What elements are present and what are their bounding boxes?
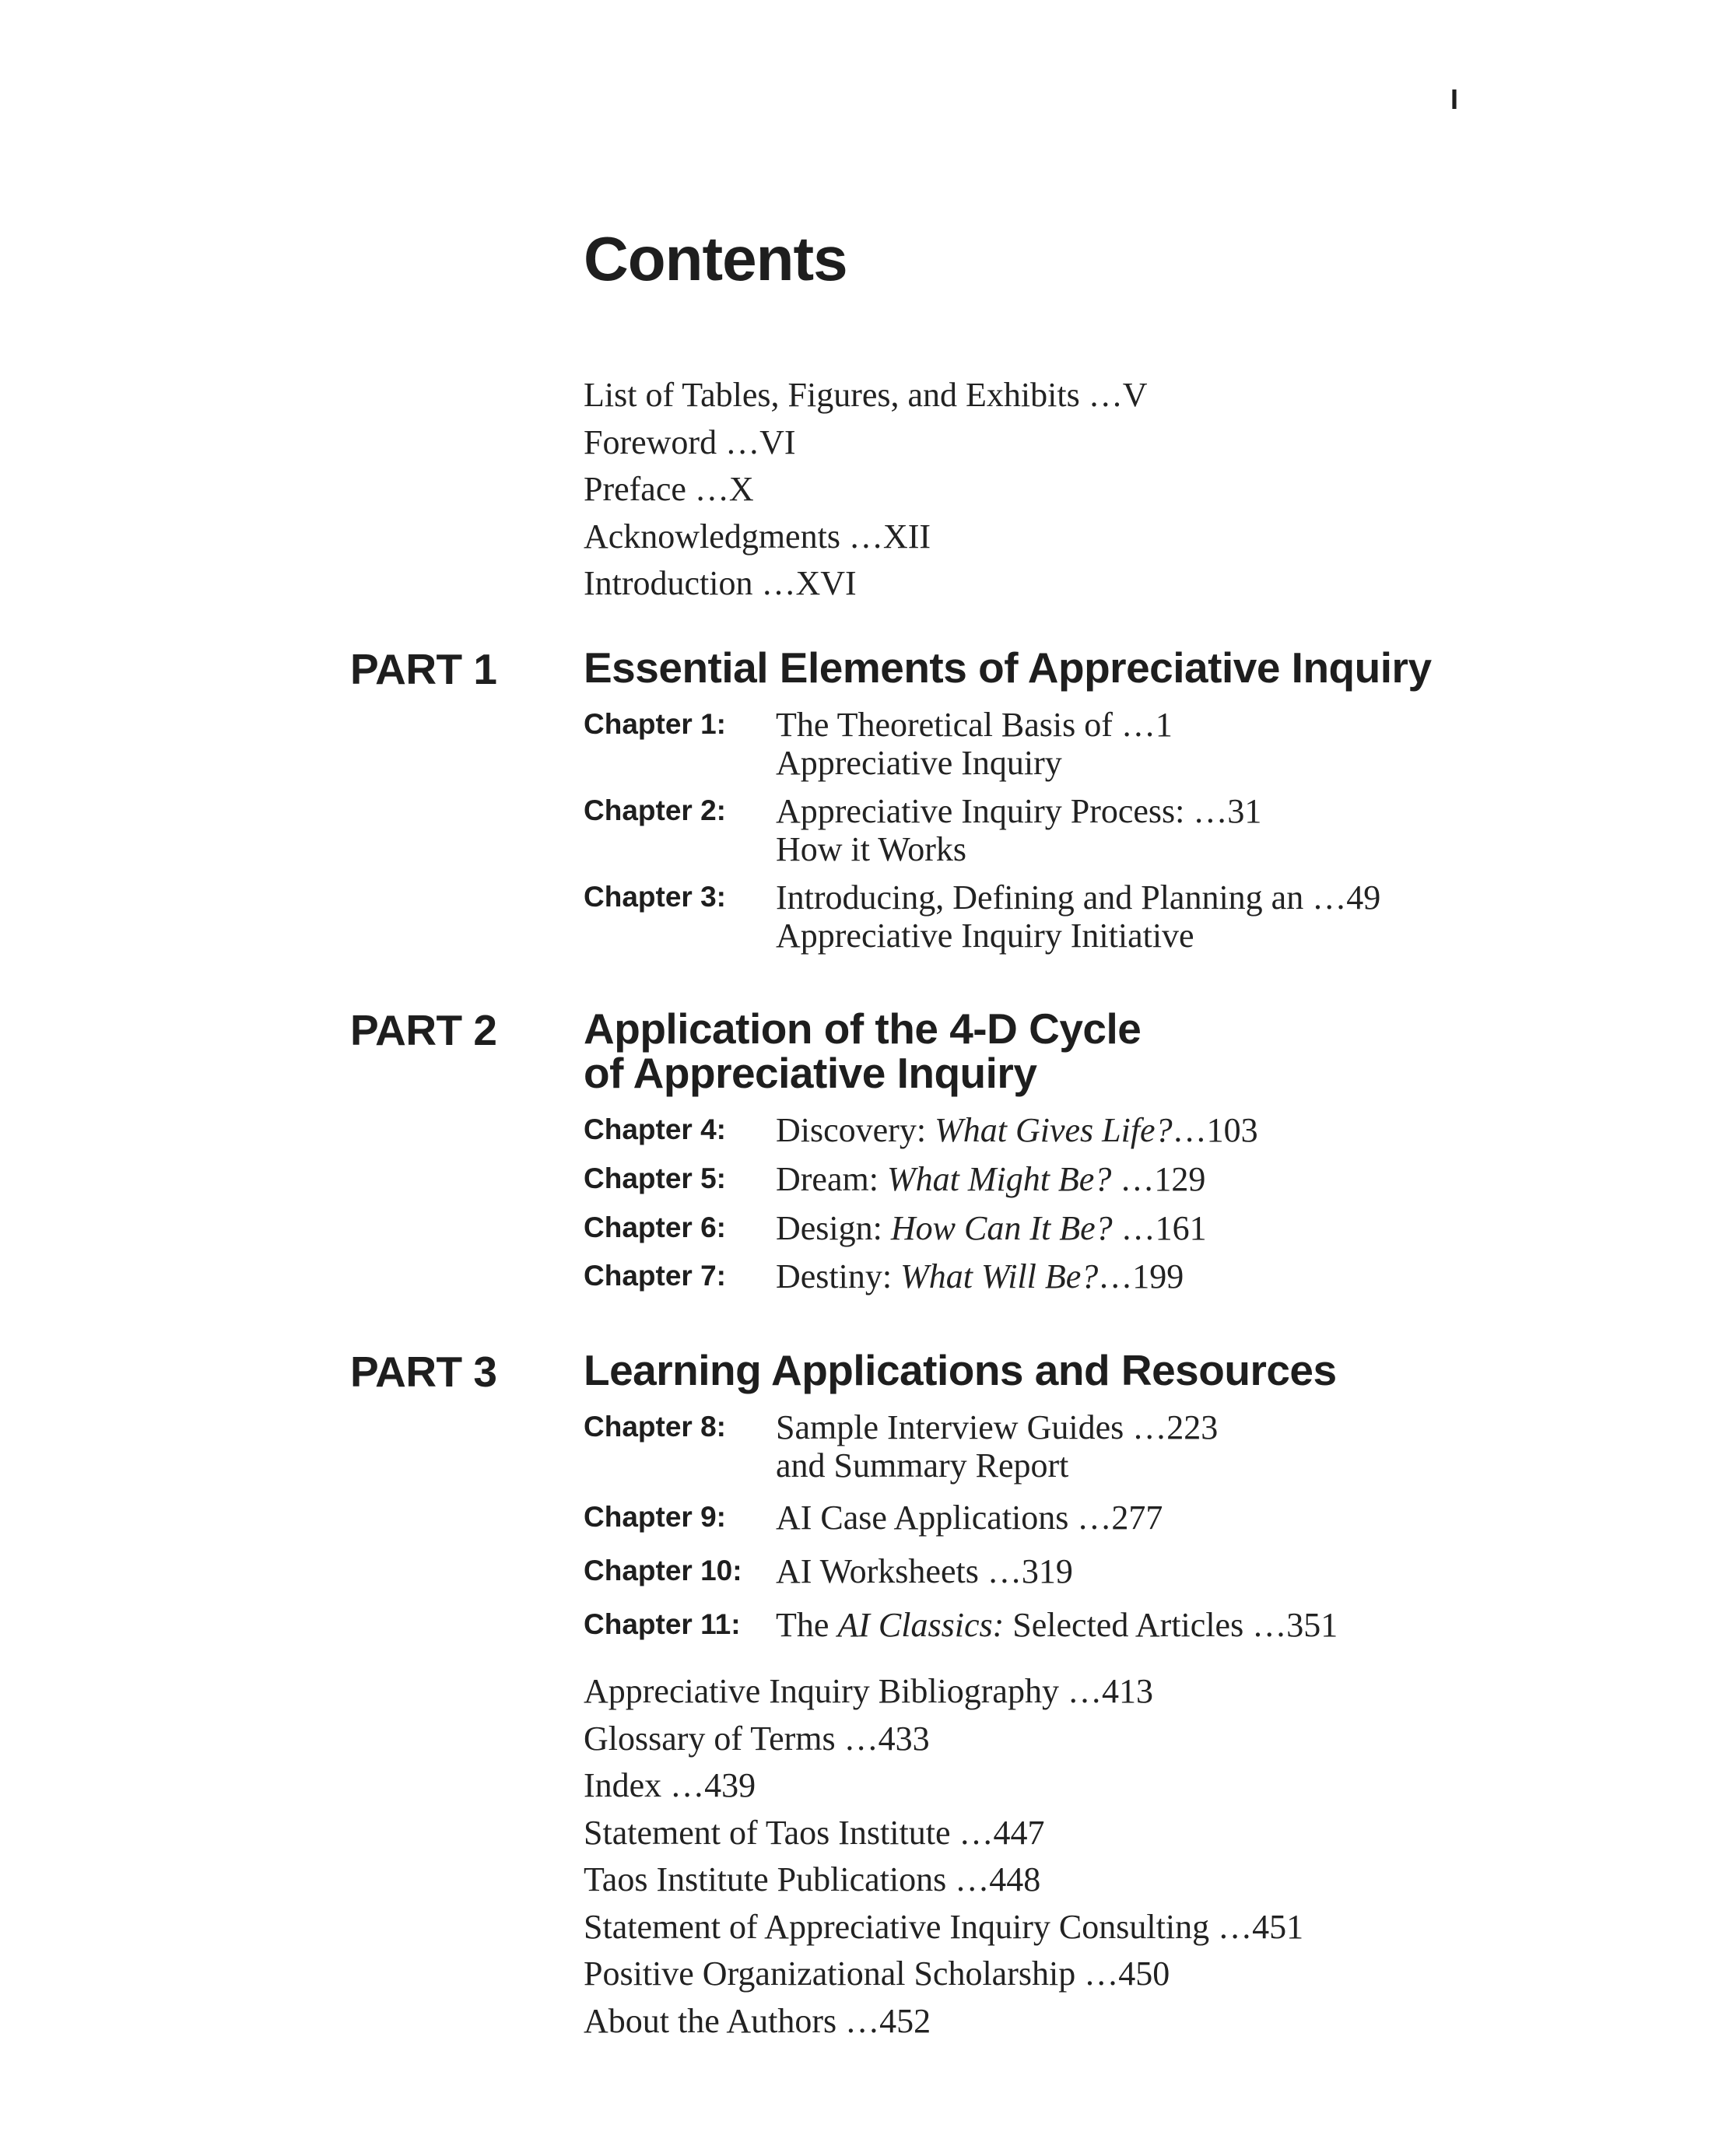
- chapter-label: Chapter 10:: [584, 1555, 742, 1586]
- chapter-title: [776, 706, 1173, 782]
- chapter-title-line: Appreciative Inquiry Initiative: [776, 917, 1194, 955]
- part-3-label: PART 3: [350, 1348, 497, 1396]
- part-2-title: [584, 1004, 1142, 1097]
- front-matter-item: Foreword …VI: [584, 422, 796, 461]
- chapter-subtitle: What Gives Life?: [935, 1111, 1173, 1149]
- part-title-line: Application of the 4-D Cycle: [584, 1004, 1142, 1053]
- chapter-label: Chapter 9:: [584, 1501, 726, 1533]
- chapter-label: Chapter 11:: [584, 1608, 741, 1640]
- front-matter-item: Acknowledgments …XII: [584, 517, 931, 556]
- chapter-label: Chapter 3:: [584, 881, 726, 913]
- back-matter-item: Index …439: [584, 1766, 756, 1804]
- part-3-title: [584, 1348, 1337, 1393]
- chapter-label: Chapter 7:: [584, 1260, 726, 1292]
- part-1-label: PART 1: [350, 645, 497, 693]
- part-title-line: Learning Applications and Resources: [584, 1346, 1337, 1394]
- chapter-label: Chapter 5:: [584, 1162, 726, 1194]
- back-matter-item: Statement of Taos Institute …447: [584, 1813, 1045, 1852]
- chapter-title: AI Worksheets …319: [776, 1552, 1073, 1590]
- chapter-subtitle: How Can It Be?: [890, 1209, 1113, 1247]
- part-title-line: Essential Elements of Appreciative Inquiry: [584, 643, 1432, 692]
- part-title-line: of Appreciative Inquiry: [584, 1049, 1037, 1097]
- chapter-title: Discovery: What Gives Life?…103: [776, 1111, 1258, 1149]
- back-matter-item: Appreciative Inquiry Bibliography …413: [584, 1672, 1153, 1710]
- chapter-label: Chapter 6:: [584, 1211, 726, 1243]
- chapter-title: [776, 878, 1380, 955]
- chapter-title: AI Case Applications …277: [776, 1499, 1163, 1537]
- chapter-subtitle: AI Classics:: [837, 1606, 1005, 1644]
- chapter-title-line: Appreciative Inquiry Process: …31: [776, 792, 1262, 830]
- back-matter-item: About the Authors …452: [584, 2001, 931, 2040]
- chapter-title: Destiny: What Will Be?…199: [776, 1257, 1184, 1295]
- chapter-label: Chapter 4:: [584, 1113, 726, 1145]
- chapter-title-line: The Theoretical Basis of …1: [776, 706, 1173, 744]
- page-title: Contents: [584, 224, 847, 293]
- chapter-title-line: Sample Interview Guides …223: [776, 1408, 1219, 1446]
- chapter-label: Chapter 8:: [584, 1411, 726, 1443]
- chapter-title-line: Appreciative Inquiry: [776, 744, 1062, 782]
- back-matter-item: Glossary of Terms …433: [584, 1719, 930, 1758]
- back-matter-item: Positive Organizational Scholarship …450: [584, 1954, 1170, 1993]
- chapter-title: Dream: What Might Be? …129: [776, 1160, 1206, 1198]
- back-matter-list: [584, 1668, 1303, 2045]
- chapter-title: The AI Classics: Selected Articles …351: [776, 1606, 1338, 1644]
- chapter-title: [776, 792, 1261, 868]
- chapter-label: Chapter 1:: [584, 708, 726, 740]
- chapter-title-line: How it Works: [776, 830, 966, 868]
- back-matter-item: Statement of Appreciative Inquiry Consulting …451: [584, 1907, 1304, 1946]
- page-number: I: [1450, 83, 1459, 115]
- front-matter-item: List of Tables, Figures, and Exhibits …V: [584, 376, 1148, 414]
- chapter-title-line: Introducing, Defining and Planning an …49: [776, 878, 1381, 917]
- back-matter-item: Taos Institute Publications …448: [584, 1860, 1041, 1898]
- chapter-title: Design: How Can It Be? …161: [776, 1209, 1207, 1247]
- chapter-subtitle: What Might Be?: [886, 1160, 1112, 1198]
- front-matter-item: Introduction …XVI: [584, 564, 857, 602]
- chapter-label: Chapter 2:: [584, 794, 726, 826]
- part-1-title: [584, 643, 1432, 692]
- front-matter-list: [584, 372, 1148, 608]
- chapter-title-line: and Summary Report: [776, 1446, 1069, 1485]
- part-2-label: PART 2: [350, 1006, 497, 1054]
- front-matter-item: Preface …X: [584, 470, 754, 508]
- chapter-title: [776, 1408, 1218, 1485]
- chapter-subtitle: What Will Be?: [900, 1257, 1099, 1295]
